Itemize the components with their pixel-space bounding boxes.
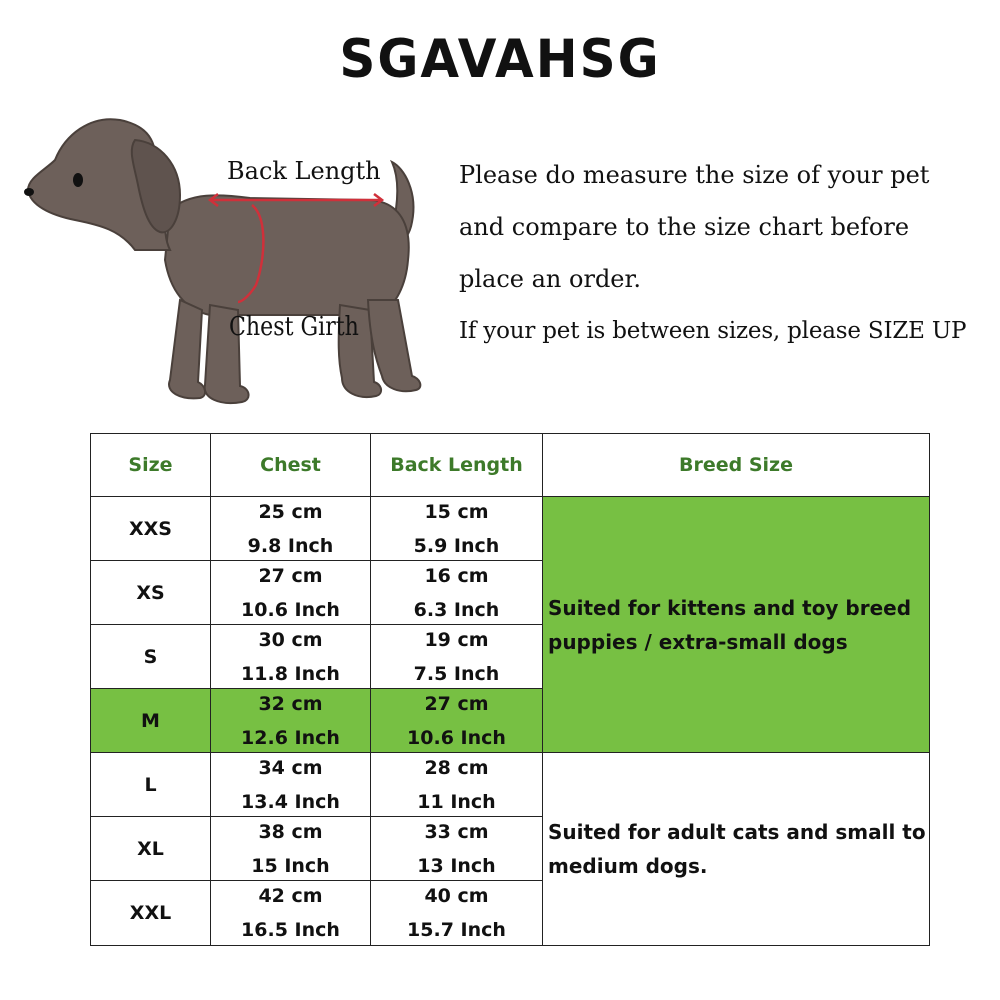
size-cell: L [90,752,211,817]
chest-cm: 34 cm [258,756,323,779]
chest-cm: 42 cm [258,885,323,907]
chest-cell [210,880,371,946]
chest-inch: 13.4 Inch [241,790,340,813]
back-length-cell [370,624,543,689]
chest-cell [210,624,371,689]
header-chest: Chest [210,433,371,497]
size-cell: XXS [90,496,211,561]
breed-size-small: Suited for kittens and toy breed puppies / extra-small dogs [542,496,930,753]
size-cell-highlighted: M [90,688,211,753]
back-cm: 28 cm [424,756,489,779]
measurement-instructions [459,152,999,360]
back-length-cell [370,816,543,881]
instruction-line: place an order. [459,265,641,293]
chest-girth-label: Chest Girth [229,312,359,342]
chest-cell [210,816,371,881]
back-cm: 15 cm [424,500,489,523]
header-size: Size [90,433,211,497]
breed-size-large: Suited for adult cats and small to medium dogs. [542,752,930,946]
back-inch: 5.9 Inch [413,534,500,557]
back-length-cell [370,496,543,561]
back-inch: 10.6 Inch [407,726,506,749]
chest-cm: 30 cm [258,628,323,651]
back-inch: 15.7 Inch [407,919,506,941]
chest-cell [210,752,371,817]
chest-inch: 11.8 Inch [241,662,340,685]
dog-measurement-diagram [20,110,440,420]
back-inch: 11 Inch [417,790,496,813]
back-inch: 6.3 Inch [413,598,500,621]
chest-cell [210,560,371,625]
instruction-line: and compare to the size chart before [459,213,910,241]
chest-cm: 27 cm [258,564,323,587]
instruction-text: If your pet is between sizes, please [459,318,868,344]
back-length-cell [370,560,543,625]
back-length-label: Back Length [227,157,381,185]
chest-cell-highlighted [210,688,371,753]
instruction-line [459,308,999,360]
header-breed-size: Breed Size [542,433,930,497]
back-cm: 16 cm [424,564,489,587]
chest-cm: 38 cm [258,820,323,843]
back-length-cell [370,880,543,946]
back-length-cell [370,752,543,817]
back-cm: 19 cm [424,628,489,651]
size-cell: S [90,624,211,689]
chest-cell [210,496,371,561]
back-inch: 13 Inch [417,854,496,877]
chest-inch: 16.5 Inch [241,919,340,941]
brand-title: SGAVAHSG [339,28,661,90]
header-back-length: Back Length [370,433,543,497]
chest-cm: 25 cm [258,500,323,523]
back-inch: 7.5 Inch [413,662,500,685]
back-cm: 40 cm [424,885,489,907]
size-chart-table [90,433,930,946]
back-cm: 33 cm [424,820,489,843]
chest-inch: 9.8 Inch [247,534,334,557]
instruction-line: Please do measure the size of your pet [459,161,930,189]
back-cm: 27 cm [424,692,489,715]
size-up-emphasis: SIZE UP [867,318,967,344]
chest-inch: 12.6 Inch [241,726,340,749]
size-cell: XL [90,816,211,881]
chest-inch: 10.6 Inch [241,598,340,621]
chest-inch: 15 Inch [251,854,330,877]
size-cell: XXL [90,880,211,946]
chest-cm: 32 cm [258,692,323,715]
size-cell: XS [90,560,211,625]
back-length-cell-highlighted [370,688,543,753]
